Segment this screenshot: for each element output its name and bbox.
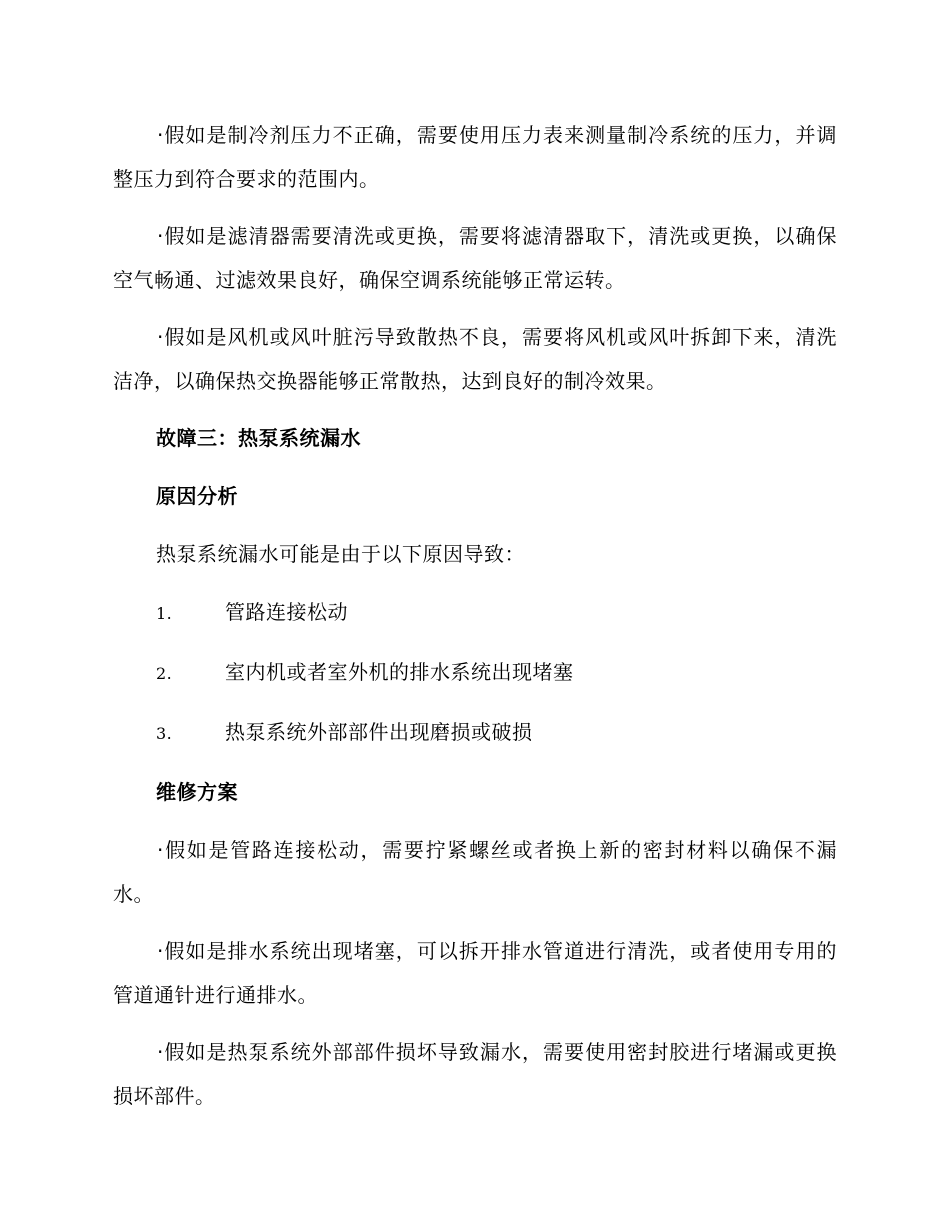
- cause-intro: 热泵系统漏水可能是由于以下原因导致：: [156, 542, 525, 566]
- paragraph-external-damage: ·假如是热泵系统外部部件损坏导致漏水，需要使用密封胶进行堵漏或更换损坏部件。: [113, 1040, 837, 1108]
- list-text: 热泵系统外部部件出现磨损或破损: [225, 720, 533, 744]
- paragraph-pipe-loose: ·假如是管路连接松动，需要拧紧螺丝或者换上新的密封材料以确保不漏水。: [113, 838, 837, 906]
- list-item: [156, 650, 837, 696]
- paragraph-fan-cleaning: ·假如是风机或风叶脏污导致散热不良，需要将风机或风叶拆卸下来，清洗洁净，以确保热交换器能够正常散热，达到良好的制冷效果。: [113, 325, 837, 393]
- paragraph-filter-cleaning: ·假如是滤清器需要清洗或更换，需要将滤清器取下，清洗或更换，以确保空气畅通、过滤效果良好，确保空调系统能够正常运转。: [113, 224, 837, 292]
- paragraph-drain-blocked: ·假如是排水系统出现堵塞，可以拆开排水管道进行清洗，或者使用专用的管道通针进行通排水。: [113, 939, 837, 1007]
- fault-three-title: 故障三：热泵系统漏水: [156, 426, 361, 450]
- list-text: 管路连接松动: [225, 600, 348, 624]
- paragraph-refrigerant-pressure: ·假如是制冷剂压力不正确，需要使用压力表来测量制冷系统的压力，并调整压力到符合要求的范围内。: [113, 123, 837, 191]
- list-item: [156, 590, 837, 636]
- cause-analysis-heading: 原因分析: [156, 484, 238, 508]
- list-text: 室内机或者室外机的排水系统出现堵塞: [225, 660, 574, 684]
- list-number: 1.: [156, 604, 173, 623]
- list-number: 3.: [156, 724, 173, 743]
- list-item: [156, 710, 837, 756]
- repair-plan-heading: 维修方案: [156, 780, 238, 804]
- list-number: 2.: [156, 664, 173, 683]
